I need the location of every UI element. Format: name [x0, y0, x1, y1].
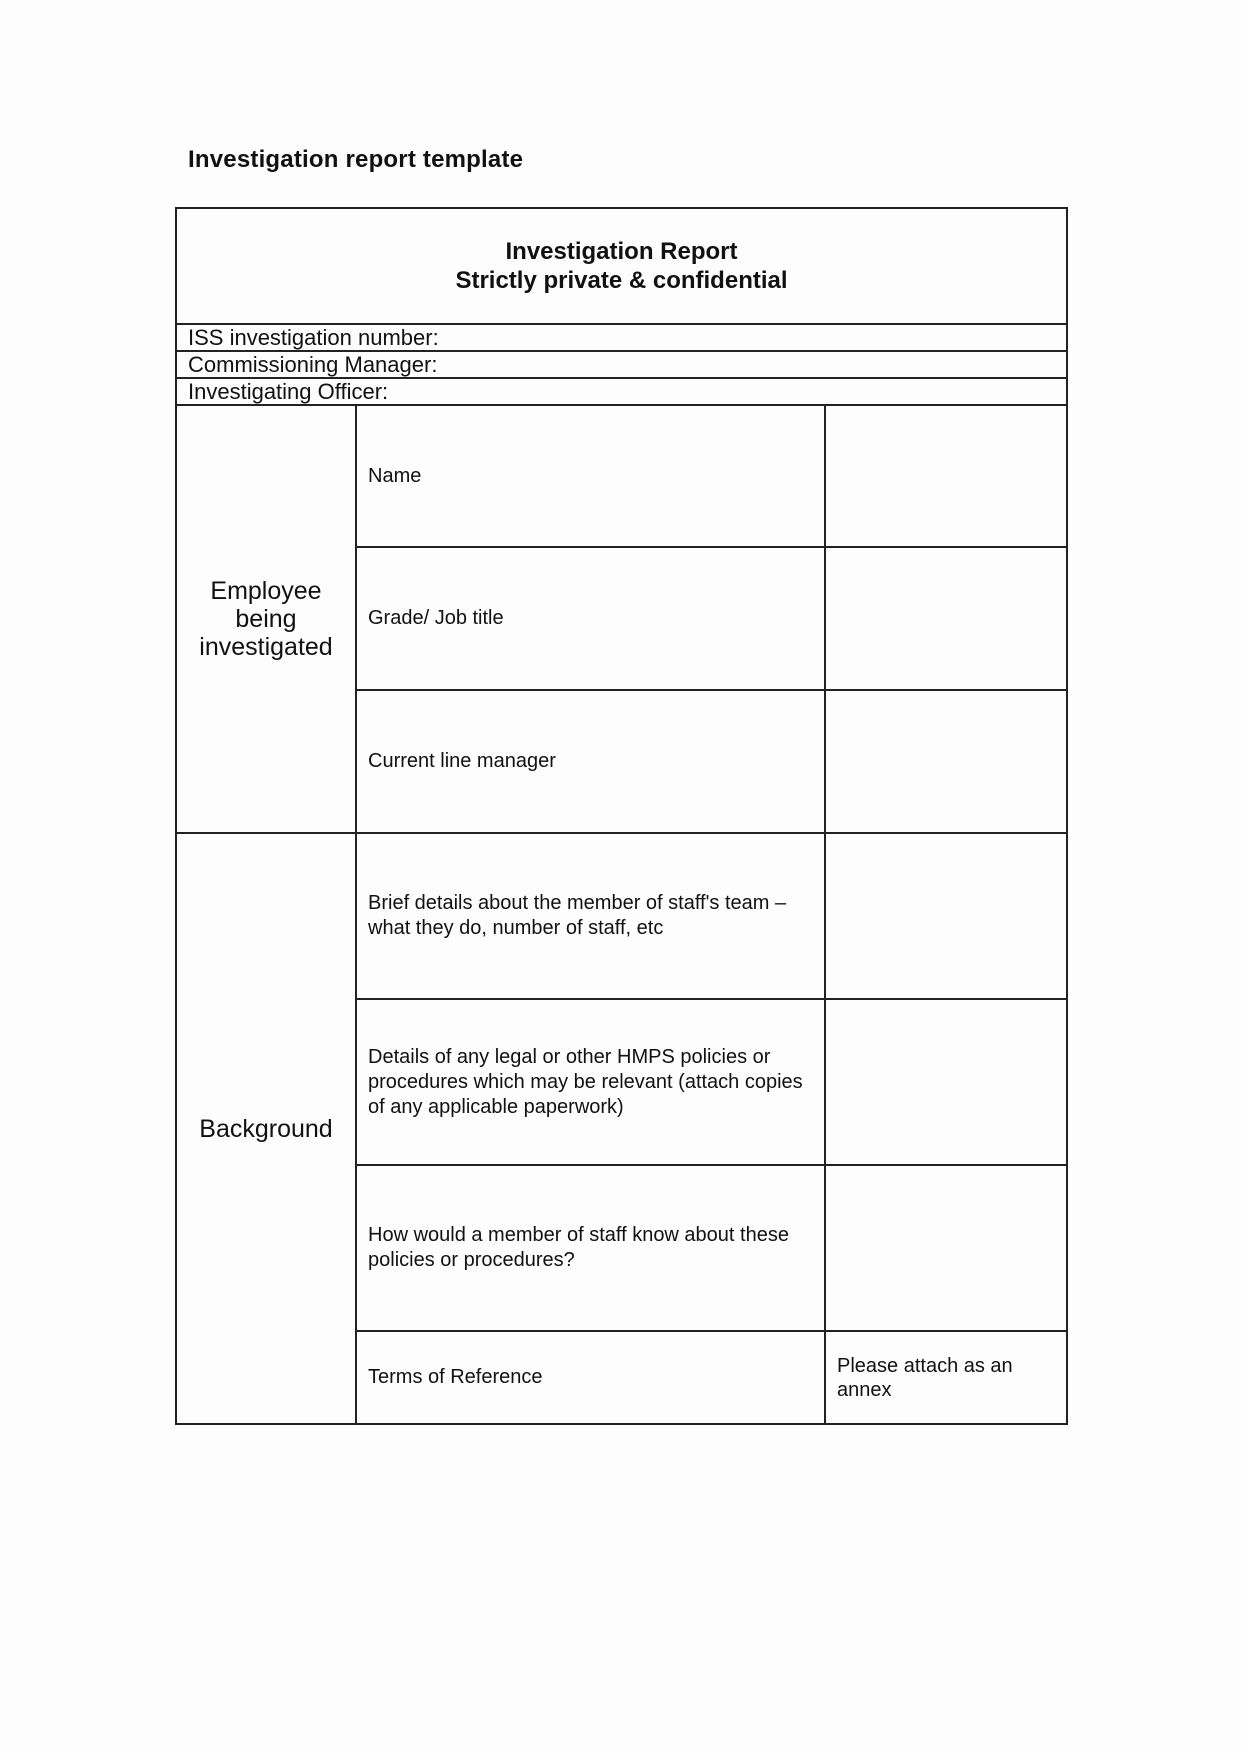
background-row-team-details	[176, 833, 1067, 999]
iss-investigation-number-field[interactable]: ISS investigation number:	[176, 324, 1067, 351]
team-details-label: Brief details about the member of staff's team – what they do, number of staff, etc	[356, 833, 825, 999]
employee-grade-label: Grade/ Job title	[356, 547, 825, 690]
report-header	[176, 208, 1067, 324]
background-section-label: Background	[176, 833, 356, 1424]
employee-row-name	[176, 405, 1067, 547]
meta-row-investigating-officer	[176, 378, 1067, 405]
investigation-report-table	[175, 207, 1068, 1425]
policies-value[interactable]	[825, 999, 1067, 1165]
terms-of-reference-value[interactable]: Please attach as an annex	[825, 1331, 1067, 1424]
employee-line-manager-label: Current line manager	[356, 690, 825, 833]
awareness-label: How would a member of staff know about these policies or procedures?	[356, 1165, 825, 1331]
meta-row-iss-number	[176, 324, 1067, 351]
report-header-title: Investigation Report	[505, 238, 738, 265]
policies-label: Details of any legal or other HMPS policies or procedures which may be relevant (attach copies of any applicable paperwork)	[356, 999, 825, 1165]
terms-of-reference-label: Terms of Reference	[356, 1331, 825, 1424]
employee-line-manager-value[interactable]	[825, 690, 1067, 833]
employee-name-label: Name	[356, 405, 825, 547]
employee-grade-value[interactable]	[825, 547, 1067, 690]
team-details-value[interactable]	[825, 833, 1067, 999]
report-header-subtitle: Strictly private & confidential	[455, 267, 788, 294]
document-title: Investigation report template	[188, 146, 524, 173]
meta-row-commissioning-manager	[176, 351, 1067, 378]
investigating-officer-field[interactable]: Investigating Officer:	[176, 378, 1067, 405]
employee-name-value[interactable]	[825, 405, 1067, 547]
awareness-value[interactable]	[825, 1165, 1067, 1331]
commissioning-manager-field[interactable]: Commissioning Manager:	[176, 351, 1067, 378]
employee-section-label: Employee being investigated	[176, 405, 356, 833]
report-header-row	[176, 208, 1067, 324]
